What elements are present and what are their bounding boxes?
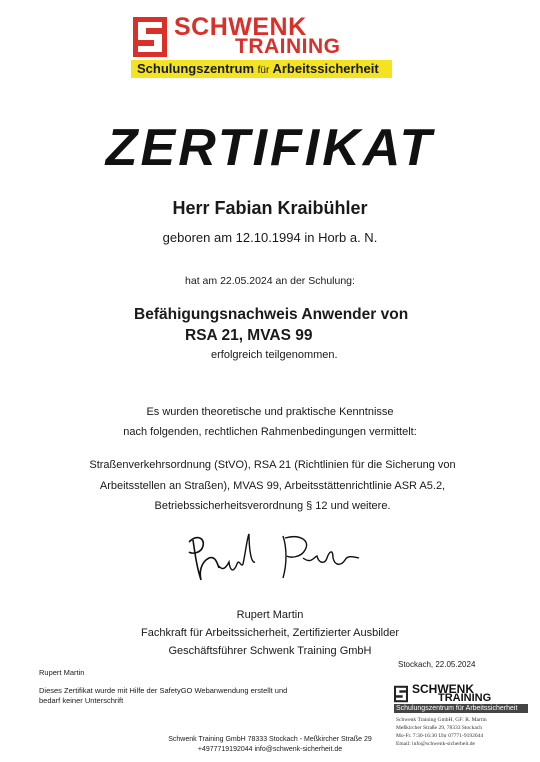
signatory-name: Rupert Martin	[236, 609, 304, 621]
stamp-subtitle: TRAINING	[438, 692, 492, 704]
content-intro-line1: Es wurden theoretische und praktische Kenntnisse	[146, 406, 394, 418]
birth-info: geboren am 12.10.1994 in Horb a. N.	[162, 230, 378, 245]
schwenk-logo-icon	[133, 17, 167, 57]
footer-address-line2: +4977719192044 info@schwenk-sicherheit.de	[197, 746, 343, 753]
signature-image	[175, 528, 365, 590]
course-title-line2: RSA 21, MVAS 99	[185, 327, 313, 344]
band-small: für	[257, 65, 270, 76]
band-end: Arbeitssicherheit	[272, 61, 379, 76]
stamp-name: SCHWENK	[412, 682, 474, 696]
stamp-band-text: Schulungszentrum für Arbeitssicherheit	[396, 705, 518, 712]
content-intro	[0, 402, 540, 442]
footer-address	[0, 735, 540, 755]
signatory-role: Fachkraft für Arbeitssicherheit, Zertifizierter Ausbilder	[141, 627, 399, 639]
logo-band-text	[137, 61, 379, 79]
stamp-logo-icon	[394, 685, 408, 703]
certificate-title: ZERTIFIKAT	[105, 119, 435, 177]
legal-basis: Straßenverkehrsordnung (StVO), RSA 21 (Richtlinien für die Sicherung von Arbeitsstellen an Straßen), MVAS 99, Arbeitsstättenrichtlinie ASR A5.2, Betriebssicherheitsverordnung § 12 und weitere.	[89, 459, 456, 512]
logo-subtitle: TRAINING	[235, 35, 341, 58]
content-intro-line2: nach folgenden, rechtlichen Rahmenbedingungen vermittelt:	[123, 426, 417, 438]
logo-name: SCHWENK	[174, 13, 307, 41]
footer-name: Rupert Martin	[39, 668, 85, 677]
course-title-line1: Befähigungsnachweis Anwender von	[134, 306, 409, 323]
success-note: erfolgreich teilgenommen.	[211, 349, 338, 361]
stamp-address: Schwenk Training GmbH, GF: R. Martin Meßkircher Straße 29, 78333 Stockach Mo-Fr. 7:30-16:30 Uhr 07771-9192044 Email: info@schwenk-sicherheit.de	[396, 717, 487, 747]
course-date: hat am 22.05.2024 an der Schulung:	[185, 275, 355, 287]
place-date: Stockach, 22.05.2024	[398, 660, 476, 669]
signatory-position: Geschäftsführer Schwenk Training GmbH	[168, 645, 372, 657]
footer-address-line1: Schwenk Training GmbH 78333 Stockach - Meßkircher Straße 29	[168, 736, 372, 743]
band-main: Schulungszentrum	[137, 61, 255, 76]
footer-note: Dieses Zertifikat wurde mit Hilfe der SafetyGO Webanwendung erstellt und bedarf keiner Unterschrift	[39, 686, 288, 705]
recipient-name: Herr Fabian Kraibühler	[172, 198, 368, 218]
